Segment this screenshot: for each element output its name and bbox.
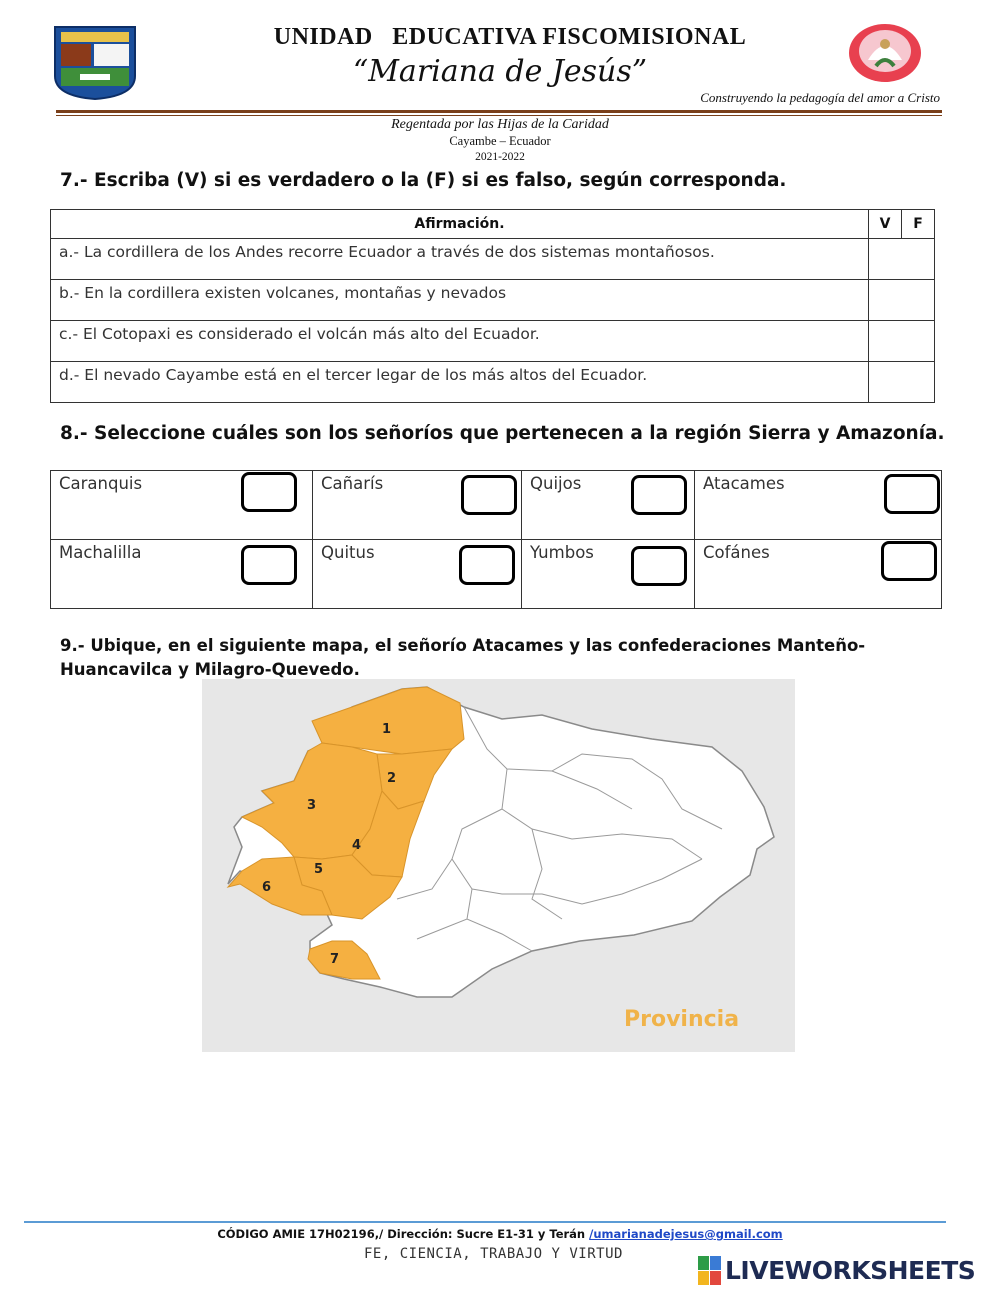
table-header-row bbox=[51, 210, 935, 239]
table-row bbox=[51, 280, 935, 321]
option-label: Quijos bbox=[530, 474, 582, 493]
option-cell bbox=[313, 540, 522, 609]
map-caption: Provincia bbox=[624, 1007, 740, 1032]
ecuador-map[interactable] bbox=[202, 679, 795, 1052]
question-9-title: 9.- Ubique, en el siguiente mapa, el señorío Atacames y las confederaciones Manteño- Huancavilca y Milagro-Quevedo. bbox=[60, 636, 866, 679]
school-name: “Mariana de Jesús” bbox=[352, 54, 648, 89]
map-label-6: 6 bbox=[262, 880, 272, 895]
map-label-7: 7 bbox=[330, 952, 340, 967]
table-row bbox=[51, 321, 935, 362]
checkbox-canaris[interactable] bbox=[461, 475, 517, 515]
header-motto: Construyendo la pedagogía del amor a Cristo bbox=[700, 90, 940, 105]
subtitle-line-2: Cayambe – Ecuador bbox=[449, 134, 551, 148]
statement-d: d.- El nevado Cayambe está en el tercer legar de los más altos del Ecuador. bbox=[51, 362, 869, 403]
map-label-3: 3 bbox=[307, 798, 317, 813]
header-divider bbox=[56, 110, 942, 113]
school-email-link[interactable]: /umarianadejesus@gmail.com bbox=[589, 1227, 783, 1241]
subtitle-line-3: 2021-2022 bbox=[475, 151, 525, 163]
true-false-table bbox=[50, 209, 935, 403]
option-cell bbox=[522, 540, 695, 609]
map-label-1: 1 bbox=[382, 722, 392, 737]
liveworksheets-brand bbox=[698, 1256, 975, 1285]
footer-divider bbox=[24, 1221, 946, 1223]
option-label: Yumbos bbox=[530, 543, 594, 562]
liveworksheets-logo-icon bbox=[698, 1256, 721, 1285]
checkbox-atacames[interactable] bbox=[884, 474, 940, 514]
option-cell bbox=[313, 471, 522, 540]
footer-address bbox=[100, 1227, 900, 1241]
option-label: Caranquis bbox=[59, 474, 143, 493]
map-label-2: 2 bbox=[387, 771, 397, 786]
option-label: Atacames bbox=[703, 474, 785, 493]
statement-header: Afirmación. bbox=[51, 210, 869, 239]
answer-cell-b[interactable] bbox=[869, 280, 935, 321]
statement-a: a.- La cordillera de los Andes recorre Ecuador a través de dos sistemas montañosos. bbox=[51, 239, 869, 280]
footer-code-address: CÓDIGO AMIE 17H02196,/ Dirección: Sucre E1-31 y Terán bbox=[217, 1227, 590, 1241]
footer-motto: FE, CIENCIA, TRABAJO Y VIRTUD bbox=[364, 1246, 623, 1262]
map-label-4: 4 bbox=[352, 838, 362, 853]
answer-cell-d[interactable] bbox=[869, 362, 935, 403]
subtitle-line-1: Regentada por las Hijas de la Caridad bbox=[391, 117, 609, 132]
checkbox-machalilla[interactable] bbox=[241, 545, 297, 585]
table-row bbox=[51, 471, 942, 540]
liveworksheets-wordmark: LIVEWORKSHEETS bbox=[725, 1256, 976, 1285]
option-label: Cofánes bbox=[703, 543, 770, 562]
school-crest-logo bbox=[52, 24, 138, 100]
false-column-header: F bbox=[902, 210, 935, 239]
senorios-selection-table bbox=[50, 470, 942, 609]
table-row bbox=[51, 362, 935, 403]
checkbox-cofanes[interactable] bbox=[881, 541, 937, 581]
option-cell bbox=[695, 540, 942, 609]
school-title: UNIDAD EDUCATIVA FISCOMISIONAL bbox=[273, 24, 747, 50]
option-label: Quitus bbox=[321, 543, 375, 562]
table-row bbox=[51, 239, 935, 280]
checkbox-caranquis[interactable] bbox=[241, 472, 297, 512]
header-subtitle bbox=[300, 117, 700, 165]
table-row bbox=[51, 540, 942, 609]
option-cell bbox=[51, 471, 313, 540]
answer-cell-a[interactable] bbox=[869, 239, 935, 280]
statement-c: c.- El Cotopaxi es considerado el volcán más alto del Ecuador. bbox=[51, 321, 869, 362]
option-label: Machalilla bbox=[59, 543, 142, 562]
option-cell bbox=[51, 540, 313, 609]
checkbox-yumbos[interactable] bbox=[631, 546, 687, 586]
map-label-5: 5 bbox=[314, 862, 324, 877]
option-cell bbox=[695, 471, 942, 540]
answer-cell-c[interactable] bbox=[869, 321, 935, 362]
statement-b: b.- En la cordillera existen volcanes, montañas y nevados bbox=[51, 280, 869, 321]
option-cell bbox=[522, 471, 695, 540]
charity-emblem-logo bbox=[846, 22, 924, 84]
header-divider-thin bbox=[56, 115, 942, 116]
checkbox-quijos[interactable] bbox=[631, 475, 687, 515]
true-column-header: V bbox=[869, 210, 902, 239]
checkbox-quitus[interactable] bbox=[459, 545, 515, 585]
question-8-title: 8.- Seleccione cuáles son los señoríos que pertenecen a la región Sierra y Amazonía. bbox=[60, 423, 945, 444]
question-7-title: 7.- Escriba (V) si es verdadero o la (F) si es falso, según corresponda. bbox=[60, 170, 787, 191]
option-label: Cañarís bbox=[321, 474, 384, 493]
